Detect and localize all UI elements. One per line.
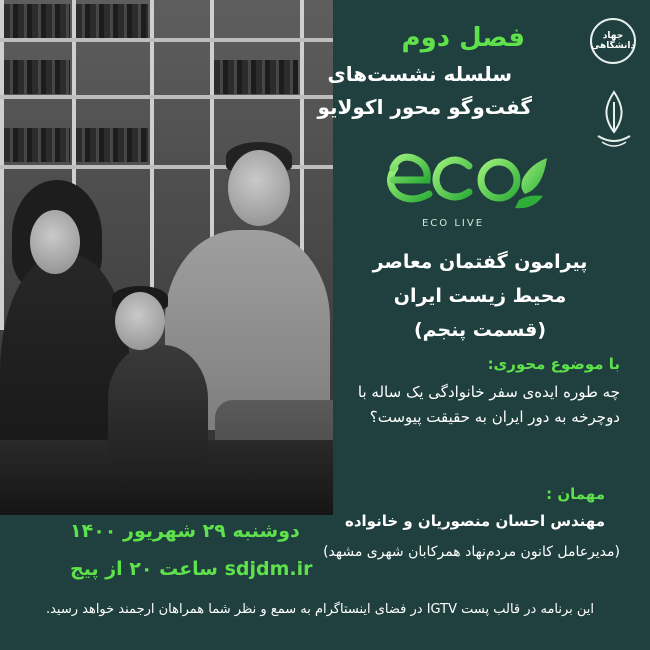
- footer-note: این برنامه در قالب پست IGTV در فضای اینستاگرام به سمع و نظر شما همراهان ارجمند خواهد رسید.: [45, 602, 595, 617]
- child-face: [115, 292, 165, 350]
- books: [4, 4, 70, 38]
- topic-line1: پیرامون گفتمان معاصر: [372, 251, 588, 273]
- event-date: دوشنبه ۲۹ شهریور ۱۴۰۰: [70, 520, 300, 542]
- books: [76, 128, 148, 162]
- books: [214, 60, 298, 94]
- topic-line3: (قسمت پنجم): [413, 319, 547, 341]
- bookshelf-shelf: [0, 38, 333, 42]
- family-photo: [0, 0, 333, 515]
- topic-question: چه طوره ایده‌ی سفر خانوادگی یک ساله با دوچرخه به دور ایران به حقیقت پیوست؟: [357, 383, 620, 426]
- woman-face: [30, 210, 80, 274]
- eco-live-logo: [383, 138, 553, 230]
- bookshelf-shelf: [0, 95, 333, 99]
- guest-role: (مدیرعامل کانون مردم‌نهاد همرکابان شهری مشهد): [323, 544, 620, 560]
- books: [4, 60, 70, 94]
- series-title-line2: گفت‌وگو محور اکولایو: [317, 95, 532, 119]
- guest-label: مهمان :: [546, 485, 605, 503]
- man-face: [228, 150, 290, 226]
- topic-line2: محیط زیست ایران: [393, 285, 567, 307]
- event-time-site: sdjdm.ir ساعت ۲۰ از پیج: [70, 558, 313, 580]
- child-figure: [108, 345, 208, 465]
- jahad-logo: [590, 18, 636, 64]
- guest-name: مهندس احسان منصوریان و خانواده: [344, 512, 605, 530]
- books: [76, 4, 148, 38]
- emblem-logo: [592, 88, 636, 152]
- axis-topic-label: با موضوع محوری:: [487, 355, 620, 373]
- series-title-line1: سلسله نشست‌های: [327, 62, 512, 86]
- topic-block: [330, 245, 630, 347]
- eco-live-text: ECO LIVE: [421, 218, 485, 229]
- books: [4, 128, 70, 162]
- season-title: فصل دوم: [401, 23, 525, 53]
- jahad-logo-text: جهاد دانشگاهی: [590, 31, 636, 51]
